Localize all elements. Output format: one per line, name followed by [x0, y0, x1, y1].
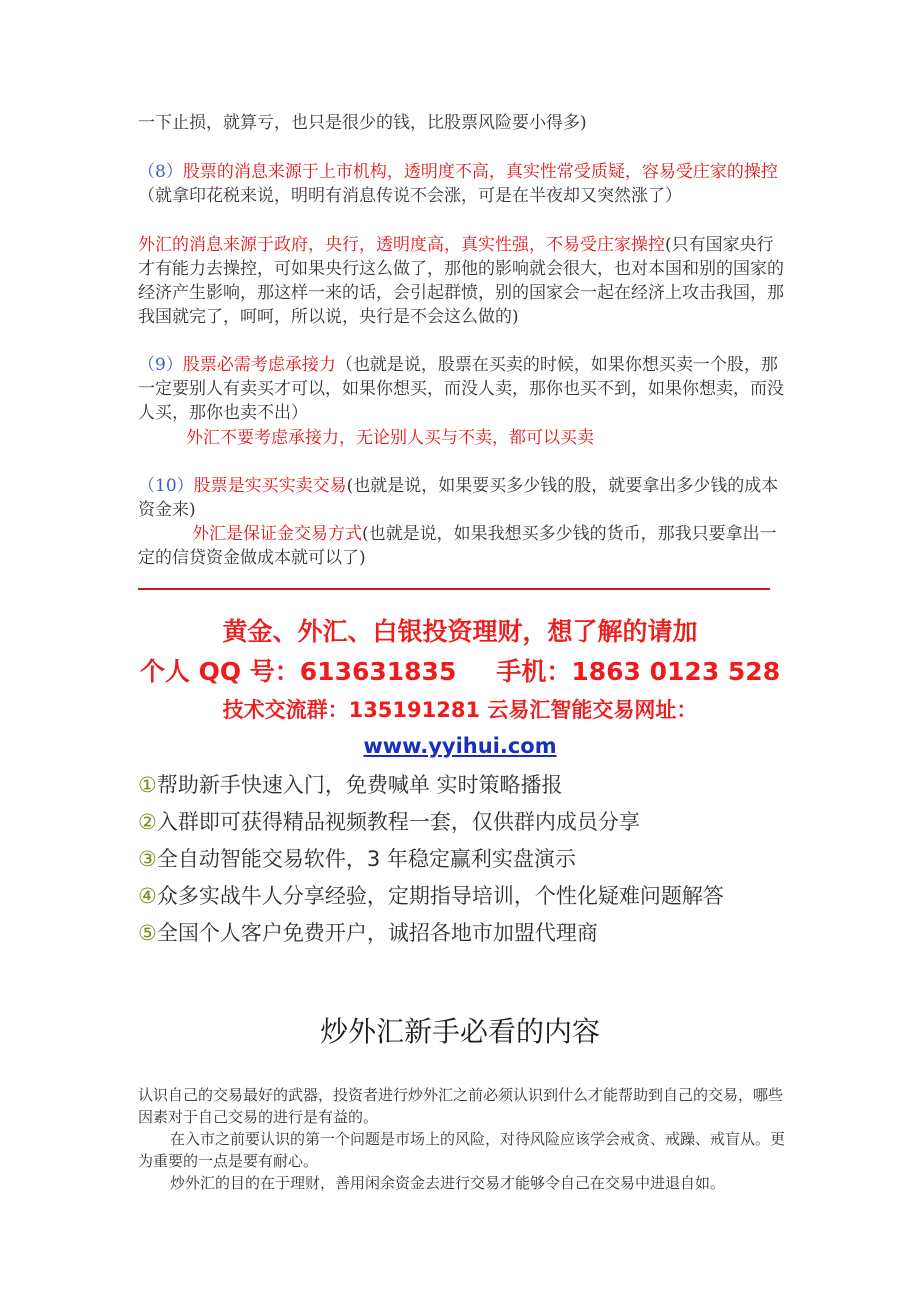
- feature-item: [138, 882, 878, 910]
- feature-text: 帮助新手快速入门，免费喊单 实时策略播报: [156, 773, 563, 797]
- item-10-forex-statement: 外汇是保证金交易方式: [192, 524, 362, 544]
- feature-number: ②: [138, 810, 157, 834]
- item-9-number: （9）: [138, 355, 183, 375]
- item-9-forex-paragraph: [186, 426, 786, 450]
- item-10-stock-note: (也就是说，如果要买多少钱的股，就要拿出多少钱的成本资金来): [138, 476, 779, 520]
- item-10-paragraph: [138, 474, 788, 522]
- website-link[interactable]: www.yyihui.com: [363, 734, 557, 758]
- section-title: 炒外汇新手必看的内容: [319, 1015, 600, 1048]
- feature-number: ①: [138, 773, 157, 797]
- item-10-forex-paragraph: [138, 522, 788, 570]
- item-8-forex-note: (只有国家央行才有能力去操控，可如果央行这么做了，那他的影响就会很大，也对本国和别的国家的经济产生影响，那这样一来的话，会引起群愤，别的国家会一起在经济上攻击我国，那我国就完了，呵呵，所以说，央行是不会这么做的): [138, 235, 784, 327]
- item-9-stock-statement: 股票必需考虑承接力: [182, 355, 336, 375]
- feature-item: [138, 919, 878, 947]
- item-10-number: （10）: [138, 476, 194, 496]
- section-paragraph-3: 炒外汇的目的在于理财，善用闲余资金去进行交易才能够令自己在交易中进退自如。: [170, 1174, 726, 1192]
- feature-text: 众多实战牛人分享经验，定期指导培训，个性化疑难问题解答: [156, 884, 724, 908]
- item-8-number: （8）: [138, 162, 183, 182]
- promo-contact-line: [0, 652, 920, 688]
- item-8-stock-statement: 股票的消息来源于上市机构，透明度不高，真实性常受质疑，容易受庄家的操控: [182, 162, 778, 182]
- feature-text: 全国个人客户免费开户，诚招各地市加盟代理商: [156, 921, 598, 945]
- item-9-forex-statement: 外汇不要考虑承接力，无论别人买与不卖，都可以买卖: [186, 428, 594, 448]
- feature-item: [138, 845, 878, 873]
- item-8-forex-statement: 外汇的消息来源于政府，央行，透明度高，真实性强，不易受庄家操控: [138, 235, 665, 255]
- feature-number: ⑤: [138, 921, 157, 945]
- qq-number: 个人 QQ 号：613631835: [139, 657, 457, 686]
- item-8-paragraph: [138, 160, 788, 208]
- feature-item: [138, 771, 878, 799]
- item-9-paragraph: [138, 353, 788, 425]
- item-8-forex-paragraph: [138, 233, 788, 329]
- feature-item: [138, 808, 878, 836]
- section-paragraph-2: 在入市之前要认识的第一个问题是市场上的风险，对待风险应该学会戒贪、戒躁、戒盲从。更为重要的一点是要有耐心。: [138, 1130, 786, 1170]
- promo-headline: 黄金、外汇、白银投资理财，想了解的请加: [222, 617, 698, 646]
- paragraph-continuation: [138, 111, 788, 135]
- item-10-stock-statement: 股票是实买实卖交易: [193, 476, 347, 496]
- item-8-stock-note: （就拿印花税来说，明明有消息传说不会涨，可是在半夜却又突然涨了）: [138, 186, 682, 206]
- feature-text: 全自动智能交易软件，3 年稳定赢利实盘演示: [156, 847, 576, 871]
- item-10-forex-note: (也就是说，如果我想买多少钱的货币，那我只要拿出一定的信贷资金做成本就可以了): [138, 524, 777, 568]
- promo-url-line: [0, 734, 920, 758]
- item-9-stock-note: （也就是说，股票在买卖的时候，如果你想买卖一个股，那一定要别人有卖买才可以，如果你想买，而没人卖，那你也买不到，如果你想卖，而没人买，那你也卖不出）: [138, 355, 784, 423]
- feature-number: ③: [138, 847, 157, 871]
- section-paragraph-1: 认识自己的交易最好的武器，投资者进行炒外汇之前必须认识到什么才能帮助到自己的交易，哪些因素对于自己交易的进行是有益的。: [138, 1086, 784, 1126]
- phone-number: 手机：1863 0123 528: [496, 657, 781, 686]
- feature-number: ④: [138, 884, 157, 908]
- promo-group-line: 技术交流群：135191281 云易汇智能交易网址：: [222, 698, 698, 722]
- feature-text: 入群即可获得精品视频教程一套，仅供群内成员分享: [156, 810, 640, 834]
- continuation-text: 一下止损，就算亏，也只是很少的钱，比股票风险要小得多): [138, 113, 587, 133]
- section-divider: [138, 588, 770, 590]
